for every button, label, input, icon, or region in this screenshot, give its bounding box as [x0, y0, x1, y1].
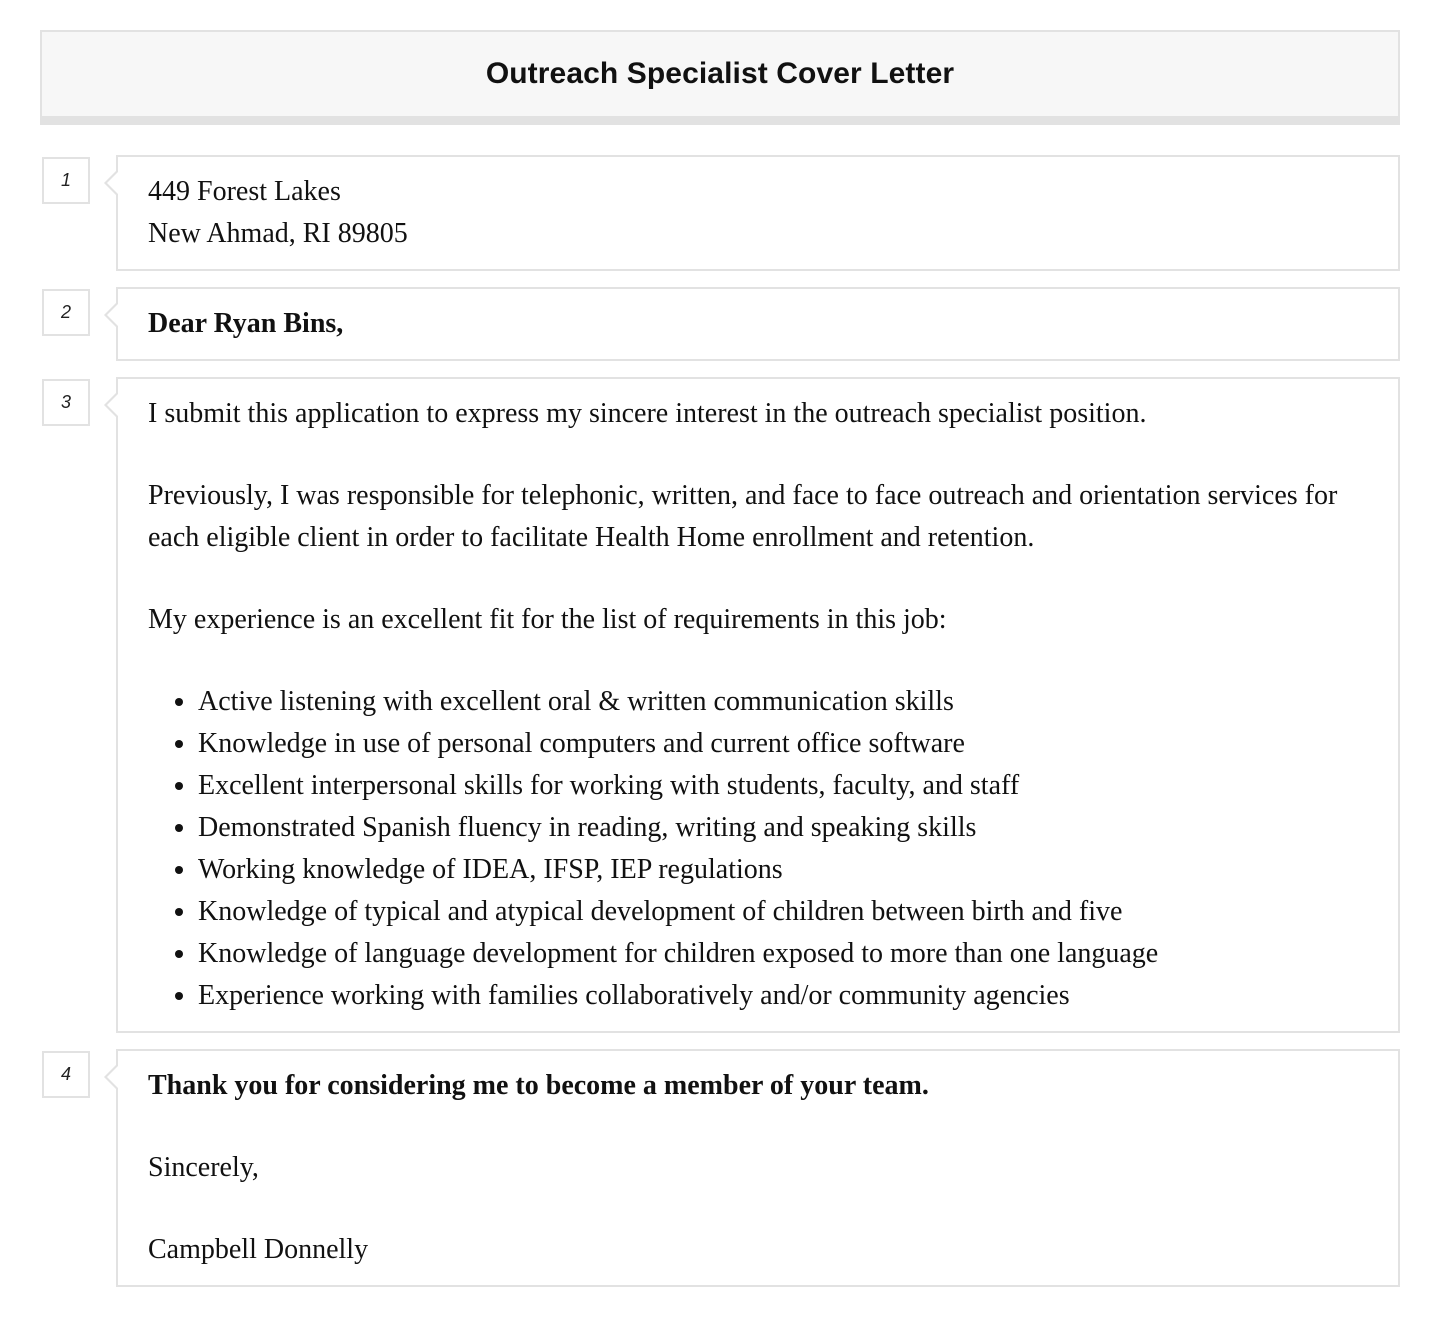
section-box: [116, 377, 1400, 1033]
page-title: Outreach Specialist Cover Letter: [485, 57, 955, 90]
list-item: • Experience working with families collaboratively and/or community agencies: [198, 975, 1368, 1017]
experience-paragraph: Previously, I was responsible for telephonic, written, and face to face outreach and orientation services for each eligible client in order to facilitate Health Home enrollment and retention.: [148, 480, 1338, 553]
signature: Campbell Donnelly: [148, 1234, 369, 1265]
list-item: • Demonstrated Spanish fluency in reading, writing and speaking skills: [198, 807, 1368, 849]
list-item: • Knowledge of typical and atypical development of children between birth and five: [198, 891, 1368, 933]
section-number: 2: [42, 289, 90, 336]
list-item: • Knowledge in use of personal computers and current office software: [198, 723, 1368, 765]
section-number: 4: [42, 1051, 90, 1098]
thanks-line: Thank you for considering me to become a member of your team.: [148, 1070, 929, 1101]
section-box: [116, 287, 1400, 361]
section-box: [116, 1049, 1400, 1287]
list-item: • Excellent interpersonal skills for working with students, faculty, and staff: [198, 765, 1368, 807]
section-number: 3: [42, 379, 90, 426]
section-box: [116, 155, 1400, 271]
salutation: Dear Ryan Bins,: [148, 308, 344, 339]
section-number: 1: [42, 157, 90, 204]
list-item: • Knowledge of language development for children exposed to more than one language: [198, 933, 1368, 975]
address-line-2: New Ahmad, RI 89805: [148, 218, 408, 249]
intro-paragraph: I submit this application to express my sincere interest in the outreach specialist position.: [148, 398, 1147, 429]
requirements-list: [148, 681, 1368, 1017]
requirements-intro: My experience is an excellent fit for the list of requirements in this job:: [148, 604, 947, 635]
list-item: • Working knowledge of IDEA, IFSP, IEP regulations: [198, 849, 1368, 891]
address-line-1: 449 Forest Lakes: [148, 176, 341, 207]
title-bar: [40, 30, 1400, 125]
closing-line: Sincerely,: [148, 1152, 259, 1183]
list-item: • Active listening with excellent oral & written communication skills: [198, 681, 1368, 723]
